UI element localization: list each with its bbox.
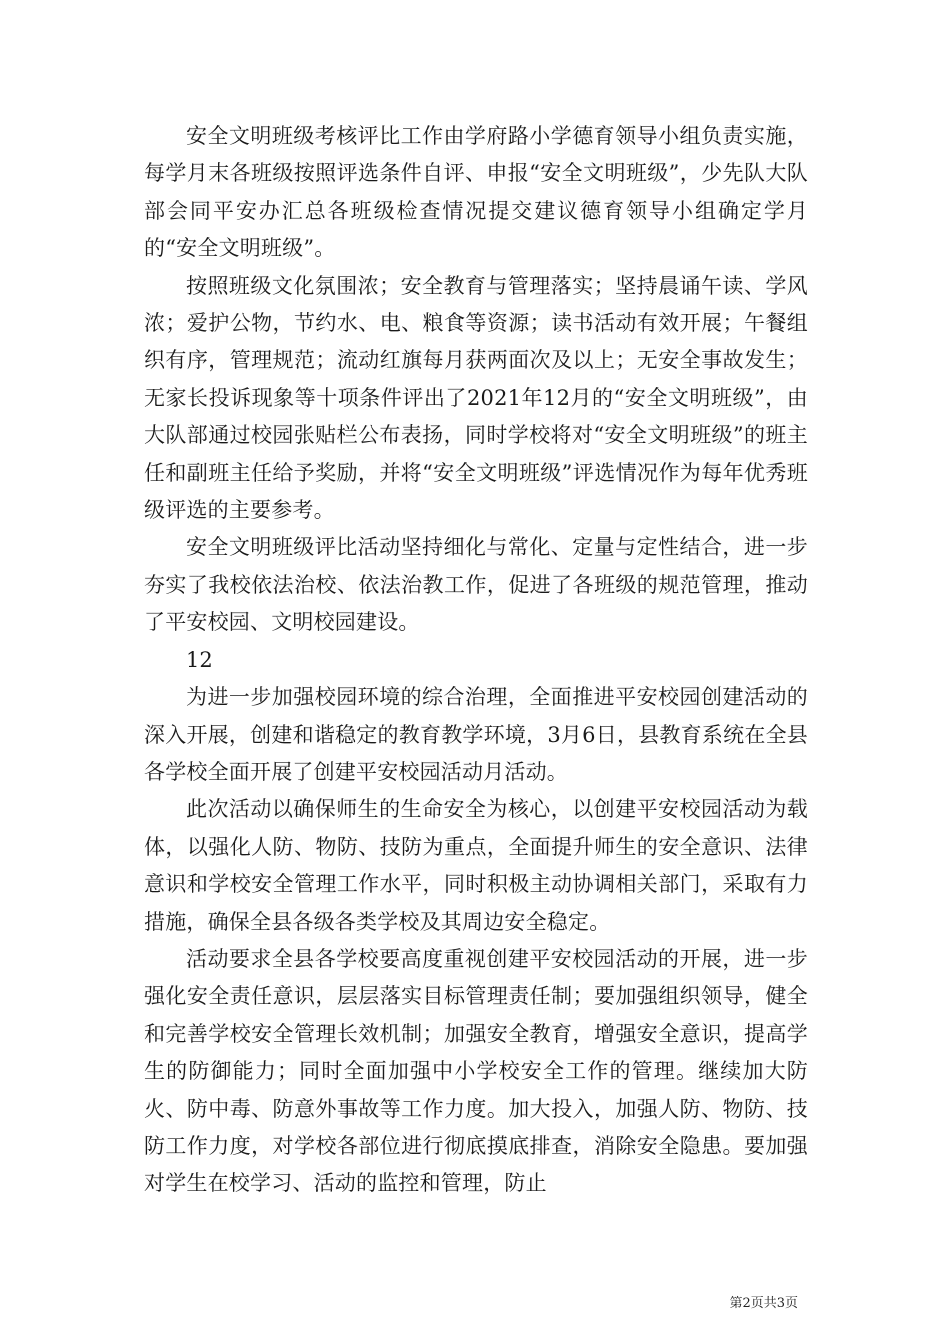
document-body [144, 118, 808, 1203]
paragraph-2: 按照班级文化氛围浓；安全教育与管理落实；坚持晨诵午读、学风浓；爱护公物，节约水、电、粮食等资源；读书活动有效开展；午餐组织有序，管理规范；流动红旗每月获两面次及以上；无安全事故发生；无家长投诉现象等十项条件评出了2021年12月的“安全文明班级”，由大队部通过校园张贴栏公布表扬，同时学校将对“安全文明班级”的班主任和副班主任给予奖励，并将“安全文明班级”评选情况作为每年优秀班级评选的主要参考。 [144, 273, 808, 523]
paragraph-1: 安全文明班级考核评比工作由学府路小学德育领导小组负责实施，每学月末各班级按照评选条件自评、申报“安全文明班级”，少先队大队部会同平安办汇总各班级检查情况提交建议德育领导小组确定学月的“安全文明班级”。 [144, 124, 808, 261]
section-number: 12 [186, 647, 213, 672]
page-number-footer: 第2页共3页 [729, 1296, 798, 1311]
paragraph-6: 活动要求全县各学校要高度重视创建平安校园活动的开展，进一步强化安全责任意识，层层落实目标管理责任制；要加强组织领导，健全和完善学校安全管理长效机制；加强安全教育，增强安全意识，提高学生的防御能力；同时全面加强中小学校安全工作的管理。继续加大防火、防中毒、防意外事故等工作力度。加大投入，加强人防、物防、技防工作力度，对学校各部位进行彻底摸底排查，消除安全隐患。要加强对学生在校学习、活动的监控和管理，防止 [144, 946, 808, 1196]
paragraph-4: 为进一步加强校园环境的综合治理，全面推进平安校园创建活动的深入开展，创建和谐稳定的教育教学环境，3月6日，县教育系统在全县各学校全面开展了创建平安校园活动月活动。 [144, 685, 808, 784]
paragraph-3: 安全文明班级评比活动坚持细化与常化、定量与定性结合，进一步夯实了我校依法治校、依法治教工作，促进了各班级的规范管理，推动了平安校园、文明校园建设。 [144, 535, 808, 635]
paragraph-5: 此次活动以确保师生的生命安全为核心，以创建平安校园活动为载体，以强化人防、物防、技防为重点，全面提升师生的安全意识、法律意识和学校安全管理工作水平，同时积极主动协调相关部门，采取有力措施，确保全县各级各类学校及其周边安全稳定。 [144, 797, 808, 934]
